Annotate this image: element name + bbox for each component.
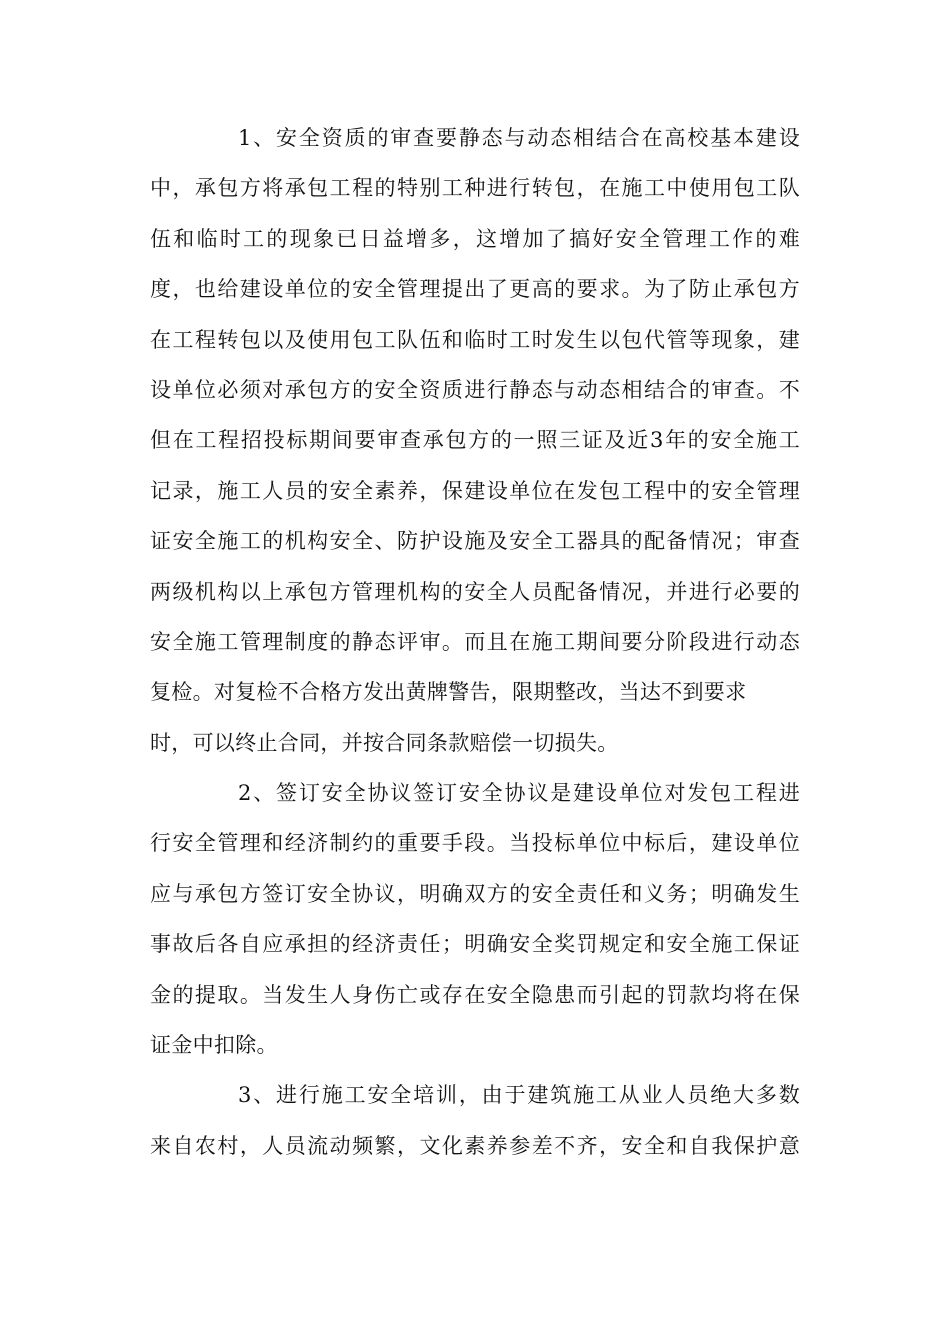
paragraph-2-line-1: 2、签订安全协议签订安全协议是建设单位对发包工程进: [238, 781, 800, 806]
paragraph-2-line-4: 事故后各自应承担的经济责任；明确安全奖罚规定和安全施工保证: [150, 932, 800, 957]
paragraph-1-line-4: 度，也给建设单位的安全管理提出了更高的要求。为了防止承包方: [150, 277, 800, 302]
paragraph-1-line-13: 时，可以终止合同，并按合同条款赔偿一切损失。: [150, 730, 619, 755]
document-body: [150, 113, 800, 1171]
paragraph-1-line-12: 复检。对复检不合格方发出黄牌警告，限期整改，当达不到要求: [150, 680, 747, 705]
paragraph-1-line-1: 1、安全资质的审查要静态与动态相结合在高校基本建设: [238, 126, 800, 150]
paragraph-1-line-5: 在工程转包以及使用包工队伍和临时工时发生以包代管等现象，建: [150, 327, 800, 352]
paragraph-2-line-3: 应与承包方签订安全协议，明确双方的安全责任和义务；明确发生: [150, 881, 800, 906]
paragraph-2-line-5: 金的提取。当发生人身伤亡或存在安全隐患而引起的罚款均将在保: [150, 982, 800, 1007]
paragraph-3-line-2: 来自农村，人员流动频繁，文化素养参差不齐，安全和自我保护意: [150, 1133, 800, 1158]
paragraph-2-line-6: 证金中扣除。: [150, 1033, 278, 1058]
paragraph-1-line-10: 两级机构以上承包方管理机构的安全人员配备情况，并进行必要的: [150, 579, 800, 604]
paragraph-1-line-7: 但在工程招投标期间要审查承包方的一照三证及近3年的安全施工: [150, 428, 800, 453]
paragraph-1-line-8: 记录，施工人员的安全素养，保建设单位在发包工程中的安全管理: [150, 478, 800, 503]
paragraph-1-line-2: 中，承包方将承包工程的特别工种进行转包，在施工中使用包工队: [150, 176, 800, 201]
paragraph-1-line-6: 设单位必须对承包方的安全资质进行静态与动态相结合的审查。不: [150, 377, 800, 402]
paragraph-1-line-3: 伍和临时工的现象已日益增多，这增加了搞好安全管理工作的难: [150, 226, 800, 251]
paragraph-1-line-9: 证安全施工的机构安全、防护设施及安全工器具的配备情况；审查: [150, 529, 800, 554]
paragraph-2-line-2: 行安全管理和经济制约的重要手段。当投标单位中标后，建设单位: [150, 831, 800, 856]
paragraph-1-line-11: 安全施工管理制度的静态评审。而且在施工期间要分阶段进行动态: [150, 629, 800, 654]
paragraph-3-line-1: 3、进行施工安全培训，由于建筑施工从业人员绝大多数: [238, 1083, 800, 1108]
